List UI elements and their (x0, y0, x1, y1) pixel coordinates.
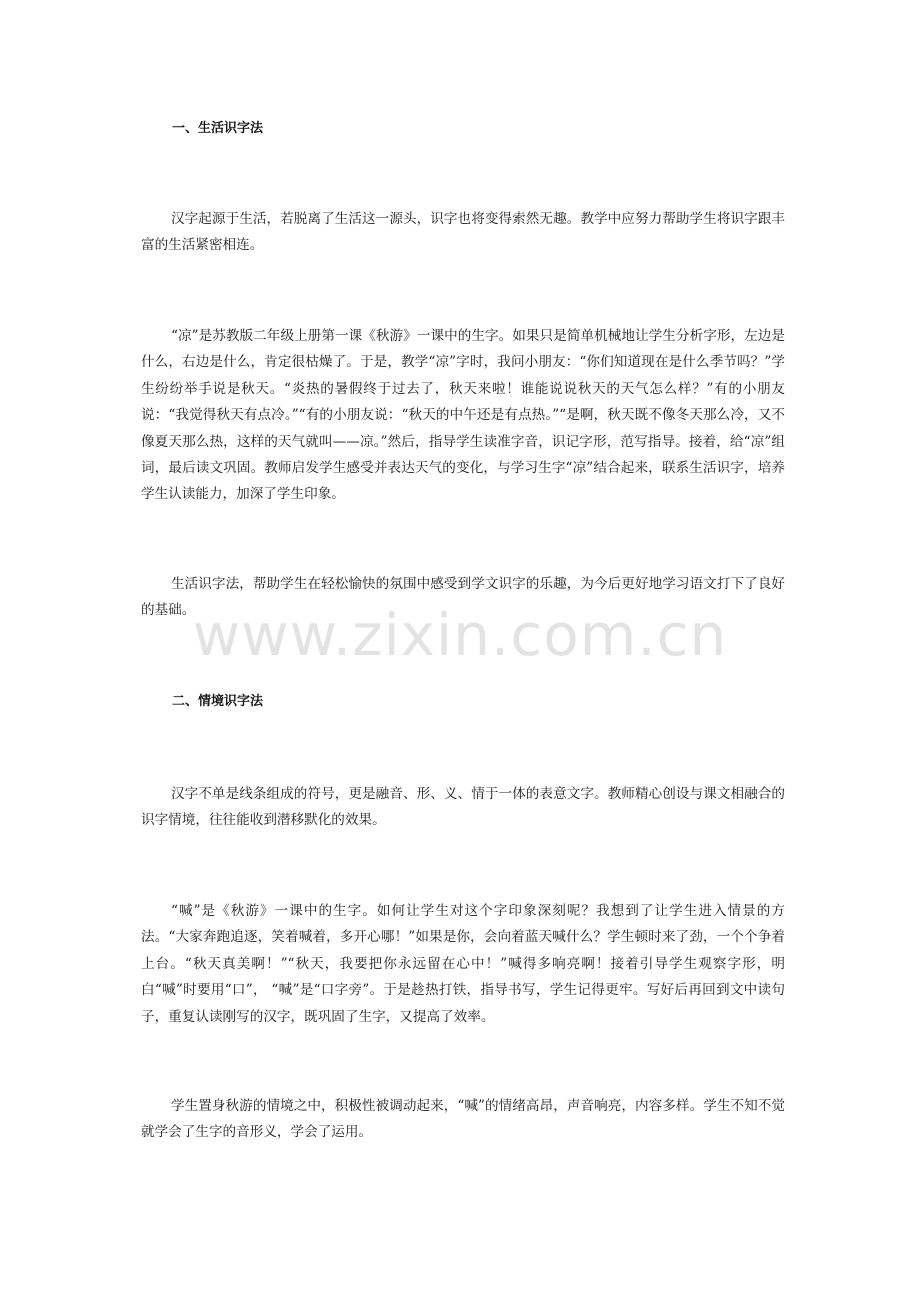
watermark: www.zixin.com.cn (192, 601, 728, 669)
paragraph: “凉”是苏教版二年级上册第一课《秋游》一课中的生字。如果只是简单机械地让学生分析字形，左边是什么，右边是什么，肯定很枯燥了。于是，教学“凉”字时，我问小朋友：“你们知道现在是什么季节吗？”学生纷纷举手说是秋天。“炎热的暑假终于过去了，秋天来啦！谁能说说秋天的天气怎么样？”有的小朋友说：“我觉得秋天有点冷。”“有的小朋友说：“秋天的中午还是有点热。”“是啊，秋天既不像冬天那么冷，又不像夏天那么热，这样的天气就叫——凉。”然后，指导学生读准字音，识记字形，范写指导。接着，给“凉”组词，最后读文巩固。教师启发学生感受并表达天气的变化，与学习生字“凉”结合起来，联系生活识字，培养学生认读能力，加深了学生印象。 (141, 328, 785, 503)
paragraph: “喊”是《秋游》一课中的生字。如何让学生对这个字印象深刻呢？我想到了让学生进入情景的方法。“大家奔跑追逐，笑着喊着，多开心哪！”如果是你，会向着蓝天喊什么？学生顿时来了劲，一个个争着上台。“秋天真美啊！”“秋天，我要把你永远留在心中！”喊得多响亮啊！接着引导学生观察字形，明白“喊”时要用“口”， “喊”是“口字旁”。于是趁热打铁，指导书写，学生记得更牢。写好后再回到文中读句子，重复认读刚写的汉字，既巩固了生字，又提高了效率。 (141, 903, 785, 1025)
paragraph: 学生置身秋游的情境之中，积极性被调动起来，“喊”的情绪高昂，声音响亮，内容多样。学生不知不觉就学会了生字的音形义，学会了运用。 (141, 1098, 785, 1141)
paragraph: 生活识字法，帮助学生在轻松愉快的氛围中感受到学文识字的乐趣，为今后更好地学习语文打下了良好的基础。 (141, 576, 785, 619)
paragraph: 汉字不单是线条组成的符号，更是融音、形、义、情于一体的表意文字。教师精心创设与课文相融合的识字情境，往往能收到潜移默化的效果。 (141, 786, 785, 829)
section-heading-life-literacy: 一、生活识字法 (172, 121, 264, 136)
paragraph: 汉字起源于生活，若脱离了生活这一源头，识字也将变得索然无趣。教学中应努力帮助学生将识字跟丰富的生活紧密相连。 (141, 211, 785, 254)
section-heading-situational-literacy: 二、情境识字法 (172, 694, 264, 709)
